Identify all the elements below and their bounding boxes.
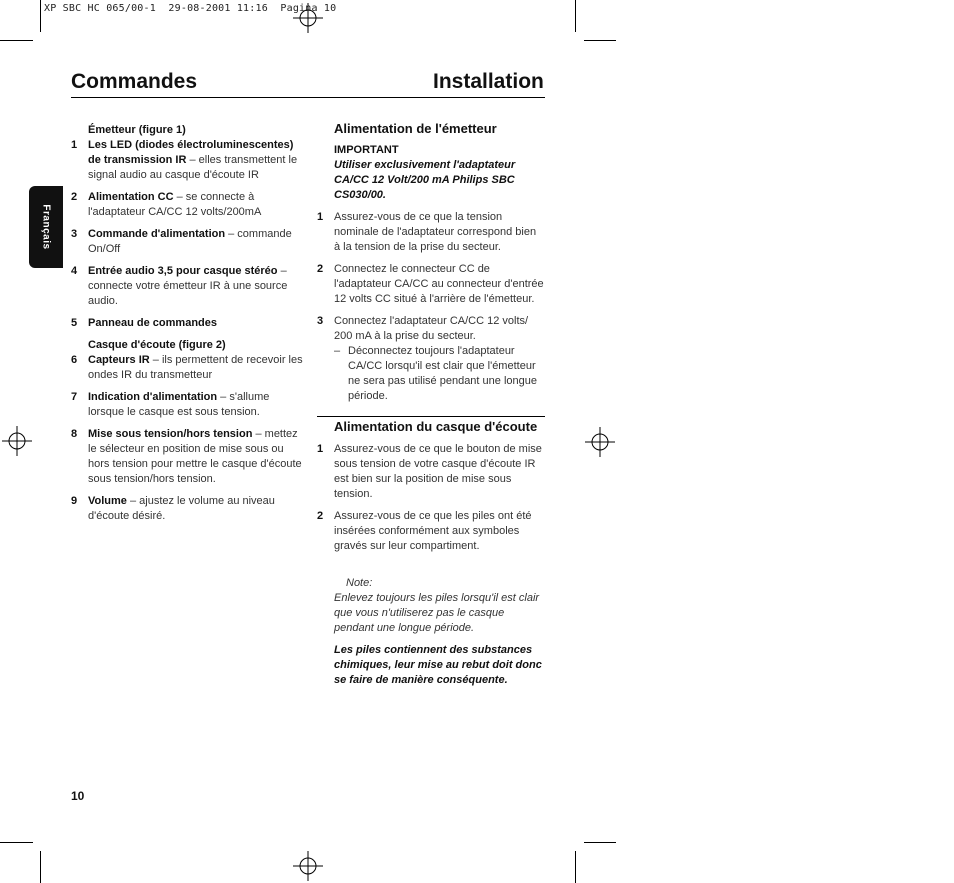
item-number: 8 [71,428,78,440]
control-item [71,190,306,220]
section-title-headphone-power: Alimentation du casque d'écoute [317,416,545,438]
step-substep [317,344,545,404]
item-label: Indication d'alimentation [88,391,218,403]
step-item [317,210,545,255]
registration-mark-bottom [293,851,323,881]
controls-column [71,123,306,524]
page-number: 10 [71,789,85,803]
item-label: Entrée audio 3,5 pour casque stéréo [88,265,278,277]
heading-commandes: Commandes [71,70,198,93]
control-item [71,494,306,524]
note-label: Note: [346,577,373,589]
item-description: – s'allume lorsque le casque est sous tension. [88,391,270,418]
language-tab [29,186,63,268]
step-item [317,262,545,307]
crop-mark-top-left-v [40,0,41,32]
registration-mark-top [293,3,323,33]
item-description: – elles transmettent le signal audio au casque d'écoute IR [88,154,298,181]
section-title-emitter-power: Alimentation de l'émetteur [334,121,497,136]
item-number: 5 [71,317,78,329]
item-label: Commande d'alimentation [88,228,226,240]
item-description: – ajustez le volume au niveau d'écoute désiré. [88,495,275,522]
item-description: – mettez le sélecteur en position de mise sous ou hors tension pour mettre le casque d'écoute sous tension/hors tension. [88,428,302,485]
step-number: 1 [317,211,324,223]
item-label: Alimentation CC [88,191,174,203]
step-text: Connectez le connecteur CC de l'adaptateur CA/CC au connecteur d'entrée 12 volts CC situé à l'arrière de l'émetteur. [334,263,544,305]
item-description: – ils permettent de recevoir les ondes IR du transmetteur [88,354,303,381]
step-number: 2 [317,263,324,275]
dash-marker: – [334,345,341,357]
item-description: – connecte votre émetteur IR à une source audio. [88,265,288,307]
item-label: Les LED (diodes électroluminescentes) de transmission IR [88,139,294,166]
control-item [71,353,306,383]
installation-column [317,121,545,688]
step-text: Assurez-vous de ce que les piles ont été insérées conformément aux symboles gravés sur leur compartiment. [334,510,532,552]
crop-mark-bottom-right-v [575,851,576,883]
item-description: – commande On/Off [88,228,292,255]
headphone-subheading: Casque d'écoute (figure 2) [88,339,226,351]
step-item [317,442,545,502]
crop-mark-top-right-h [584,40,616,41]
step-number: 3 [317,315,324,327]
crop-mark-bottom-right-h [584,842,616,843]
control-item [71,427,306,487]
step-text: Assurez-vous de ce que le bouton de mise sous tension de votre casque d'écoute IR est bien sur la position de mise sous tension. [334,443,542,500]
item-number: 1 [71,139,78,151]
important-text: Utiliser exclusivement l'adaptateur CA/CC 12 Volt/200 mA Philips SBC CS030/00. [334,159,516,201]
emitter-subheading: Émetteur (figure 1) [88,124,186,136]
crop-mark-bottom-left-h [0,842,33,843]
control-item [71,138,306,183]
step-item [317,509,545,554]
step-number: 1 [317,443,324,455]
item-number: 6 [71,354,78,366]
control-item [71,227,306,257]
item-label: Mise sous tension/hors tension [88,428,253,440]
item-label: Capteurs IR [88,354,150,366]
step-item [317,314,545,344]
item-number: 9 [71,495,78,507]
language-tab-label: Français [40,204,52,250]
heading-installation: Installation [433,70,544,93]
item-description: – se connecte à l'adaptateur CA/CC 12 volts/200mA [88,191,262,218]
registration-mark-right [585,427,615,457]
item-number: 4 [71,265,78,277]
important-label: IMPORTANT [334,144,399,156]
substep-text: Déconnectez toujours l'adaptateur CA/CC lorsqu'il est clair que l'émetteur ne sera pas utilisé pendant une longue période. [348,345,537,402]
registration-mark-left [2,426,32,456]
crop-mark-top-left-h [0,40,33,41]
control-item [71,316,306,331]
crop-mark-bottom-left-v [40,851,41,883]
step-text: Assurez-vous de ce que la tension nominale de l'adaptateur correspond bien à la tension de la prise du secteur. [334,211,537,253]
battery-warning: Les piles contiennent des substances chimiques, leur mise au rebut doit donc se faire de manière conséquente. [334,644,542,686]
item-label: Volume [88,495,127,507]
heading-rule [71,97,545,98]
step-number: 2 [317,510,324,522]
control-item [71,390,306,420]
control-item [71,264,306,309]
step-text: Connectez l'adaptateur CA/CC 12 volts/ 200 mA à la prise du secteur. [334,315,529,342]
item-number: 2 [71,191,78,203]
item-number: 7 [71,391,78,403]
note-text: Enlevez toujours les piles lorsqu'il est clair que vous n'utiliserez pas le casque pendant une longue période. [334,592,540,634]
crop-mark-top-right-v [575,0,576,32]
item-label: Panneau de commandes [88,317,217,329]
item-number: 3 [71,228,78,240]
print-header: XP SBC HC 065/00-1 29-08-2001 11:16 Pagina 10 [44,3,337,14]
